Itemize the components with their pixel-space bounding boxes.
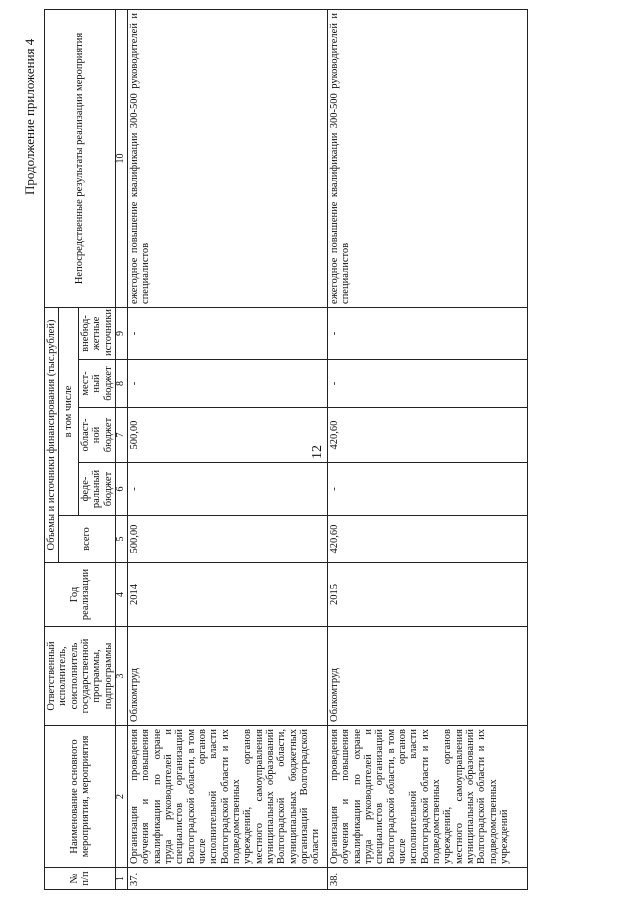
- executor: Облкомтруд: [127, 627, 327, 726]
- column-number: 3: [115, 627, 127, 726]
- local-amount: -: [127, 360, 327, 408]
- table-row: [127, 9, 327, 889]
- header-extrabudget: внебюд-жетные источники: [78, 307, 115, 359]
- header-including: в том числе: [59, 307, 79, 515]
- header-total: всего: [59, 516, 116, 563]
- column-number: 8: [115, 360, 127, 408]
- measure-name: Организация проведения обучения и повышения квалификации по охране труда руководителей и специалистов организаций Волгоградской области, в том числе органов исполнительной власти Волгоградской области и их подведомственных учреждений, органов местного самоуправления муниципальных образований Волгоградской области и их подведомственных учреждений: [327, 726, 527, 868]
- column-number: 5: [115, 516, 127, 563]
- federal-amount: -: [327, 463, 527, 516]
- total-amount: 420,60: [327, 516, 527, 563]
- executor: Облкомтруд: [327, 627, 527, 726]
- page-number: 12: [310, 445, 325, 459]
- column-number: 6: [115, 463, 127, 516]
- year: 2014: [127, 563, 327, 627]
- regional-amount: 500,00: [127, 408, 327, 463]
- column-number: 2: [115, 726, 127, 868]
- header-local: мест-ный бюджет: [78, 360, 115, 408]
- local-amount: -: [327, 360, 527, 408]
- extrabudget-amount: -: [327, 307, 527, 359]
- header-results: Непосредственные результаты реализации мероприятия: [45, 9, 116, 307]
- header-name: Наименование основного мероприятия, мероприятия: [45, 726, 116, 868]
- federal-amount: -: [127, 463, 327, 516]
- year: 2015: [327, 563, 527, 627]
- column-number: 7: [115, 408, 127, 463]
- total-amount: 500,00: [127, 516, 327, 563]
- header-regional: област-ной бюджет: [78, 408, 115, 463]
- result: ежегодное повышение квалификации 300-500 руководителей и специалистов: [327, 9, 527, 307]
- row-number: 37.: [127, 868, 327, 890]
- header-year: Год реализации: [45, 563, 116, 627]
- column-number: 9: [115, 307, 127, 359]
- measure-name: Организация проведения обучения и повышения квалификации по охране труда руководителей и специалистов организаций Волгоградской области, в том числе органов исполнительной власти Волгоградской области и их подведомственных учреждений, органов местного самоуправления муниципальных образований Волгоградской области, муниципальных бюджетных организаций Волгоградской области: [127, 726, 327, 868]
- header-row-1: [45, 9, 59, 889]
- result: ежегодное повышение квалификации 300-500 руководителей и специалистов: [127, 9, 327, 307]
- column-number-row: [115, 9, 127, 889]
- column-number: 1: [115, 868, 127, 890]
- extrabudget-amount: -: [127, 307, 327, 359]
- header-num: № п/п: [45, 868, 116, 890]
- header-executor: Ответственный исполнитель, соисполнитель государственной программы, подпрограммы: [45, 627, 116, 726]
- table-row: [327, 9, 527, 889]
- measures-table: [44, 9, 528, 890]
- continuation-note: Продолжение приложения 4: [22, 38, 37, 195]
- column-number: 10: [115, 9, 127, 307]
- header-federal: феде-ральный бюджет: [78, 463, 115, 516]
- header-funding: Объемы и источники финансирования (тыс.рублей): [45, 307, 59, 562]
- column-number: 4: [115, 563, 127, 627]
- row-number: 38.: [327, 868, 527, 890]
- regional-amount: 420,60: [327, 408, 527, 463]
